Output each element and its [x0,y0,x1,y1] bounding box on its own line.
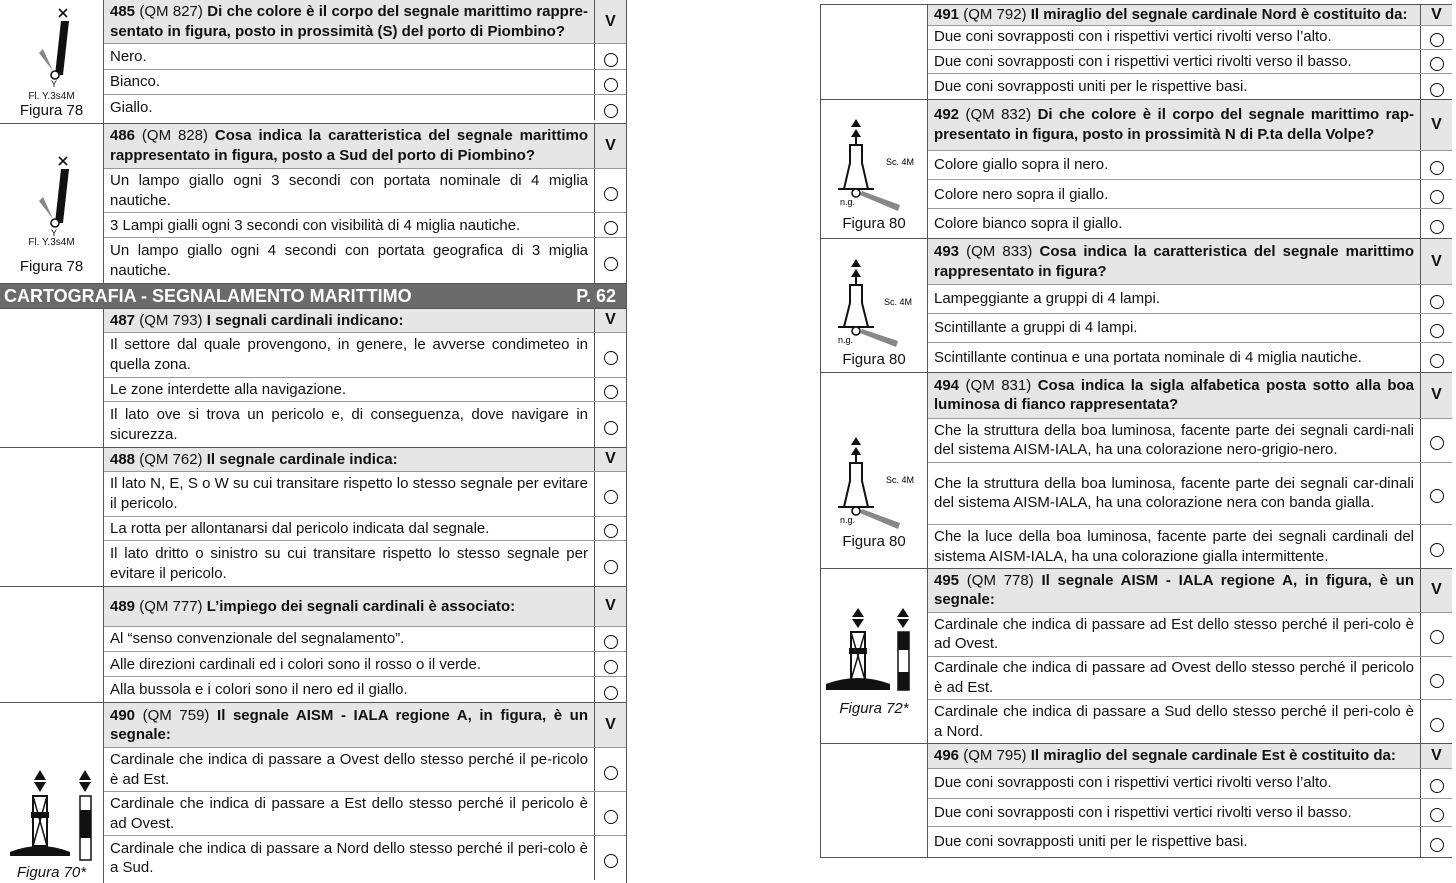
answer-choice-circle[interactable] [594,378,626,402]
answer-choice-circle[interactable] [1420,209,1452,238]
answer-choice-circle[interactable] [594,748,626,791]
question-group-489 [0,587,626,703]
answer-choice-circle[interactable] [1420,74,1452,99]
answer-row [104,748,626,792]
answer-text: Cardinale che indica di passare a Sud dello stesso perché il peri-colo è a Nord. [934,703,1414,740]
answer-row [104,402,626,447]
left-column [0,0,627,883]
question-row [928,100,1452,151]
question-491-text: 491 (QM 792) Il miraglio del segnale cardinale Nord è costituito da: [934,6,1408,24]
answer-row [928,151,1452,181]
answer-text: Cardinale che indica di passare ad Est dello stesso perché il peri-colo è ad Ovest. [934,615,1414,653]
figure-80-sc-label: Sc. 4M [886,157,915,167]
question-495-rows [928,569,1452,743]
answer-choice-circle[interactable] [594,627,626,652]
answer-text: Il lato N, E, S o W su cui transitare rispetto lo stesso segnale per evitare il pericolo. [110,475,588,512]
answer-row [928,285,1452,314]
empty-figure-cell [0,587,104,702]
question-row [104,448,626,472]
question-489-text: 489 (QM 777) L’impiego dei segnali cardinali è associato: [110,597,516,615]
answer-row [104,836,626,880]
question-487-rows [104,309,626,447]
answer-text: Colore bianco sopra il giallo. [934,214,1123,232]
answer-row [928,26,1452,50]
answer-text: Che la struttura della boa luminosa, facente parte dei segnali car-dinali del sistema AISM-IALA, ha una colorazione nera con banda gialla. [934,474,1414,512]
question-row [928,239,1452,285]
answer-choice-circle[interactable] [1420,151,1452,180]
buoy-80-icon [824,255,924,351]
answer-choice-circle[interactable] [1420,26,1452,49]
answer-row [928,343,1452,372]
buoy-80-icon [824,115,924,215]
answer-row [928,769,1452,799]
answer-choice-circle[interactable] [594,541,626,586]
question-group-493 [821,239,1452,373]
answer-row [928,525,1452,568]
answer-text: Due coni sovrapposti con i rispettivi vertici rivolti verso l’alto. [934,774,1332,792]
answer-choice-circle[interactable] [1420,343,1452,372]
figure-78-light-label: Fl. Y.3s4M [28,237,75,248]
answer-row [928,463,1452,526]
question-490-rows [104,703,626,883]
answer-row [928,827,1452,857]
answer-choice-circle[interactable] [594,238,626,283]
answer-choice-circle[interactable] [1420,314,1452,342]
figure-78-cell [0,0,104,123]
question-493-text: 493 (QM 833) Cosa indica la caratteristica del segnale marittimo rappresentato in figura? [934,243,1414,280]
answer-text: Alle direzioni cardinali ed i colori sono il rosso o il verde. [110,655,482,673]
answer-text: Due coni sovrapposti con i rispettivi vertici rivolti verso il basso. [934,52,1352,70]
answer-marker: V [594,309,626,332]
answer-choice-circle[interactable] [594,677,626,702]
question-496-rows [928,744,1452,857]
answer-row [928,657,1452,701]
question-492-text: 492 (QM 832) Di che colore è il corpo del segnale marittimo rap-presentato in figura, posto in prossimità N di P.ta della Volpe? [934,106,1414,143]
question-492-rows [928,100,1452,238]
figure-72-cell [821,569,928,743]
question-495-text: 495 (QM 778) Il segnale AISM - IALA regione A, in figura, è un segnale: [934,571,1414,609]
answer-choice-circle[interactable] [594,836,626,880]
answer-choice-circle[interactable] [1420,419,1452,462]
answer-text: Cardinale che indica di passare ad Ovest dello stesso perché il pericolo è ad Est. [934,659,1414,696]
answer-text: Un lampo giallo ogni 4 secondi con portata geografica di 3 miglia nautiche. [110,242,588,279]
answer-row [104,517,626,542]
question-494-text: 494 (QM 831) Cosa indica la sigla alfabetica posta sotto alla boa luminosa di fianco rappresentata? [934,376,1414,414]
answer-text: Alla bussola e i colori sono il nero ed il giallo. [110,680,408,698]
answer-marker: V [1420,239,1452,284]
answer-marker: V [1420,744,1452,768]
empty-figure-cell [0,448,104,586]
question-row [928,744,1452,769]
question-488-rows [104,448,626,586]
empty-figure-cell [821,5,928,99]
answer-text: Che la struttura della boa luminosa, facente parte dei segnali cardi-nali del sistema AISM-IALA, ha una colorazione nero-grigio-nero. [934,421,1414,459]
buoy-80-icon [824,433,924,533]
answer-row [104,70,626,95]
answer-choice-circle[interactable] [594,95,626,120]
answer-row [104,169,626,214]
figure-80-sc-label: Sc. 4M [884,297,913,307]
answer-marker: V [1420,5,1452,25]
question-493-rows [928,239,1452,372]
figure-80-cell [821,373,928,568]
figure-78-y-label: Y [50,228,57,238]
buoy-78-icon [7,5,97,93]
question-group-486 [0,124,626,284]
answer-text: Scintillante a gruppi di 4 lampi. [934,319,1138,337]
cardinal-west-buoy-icon [2,768,102,864]
right-column [820,4,1452,858]
question-485-rows [104,0,626,123]
question-486-text: 486 (QM 828) Cosa indica la caratteristica del segnale marittimo rappresentato in figura, posto a Sud del porto di Piombino? [110,127,588,164]
figure-80-ng-label: n.g. [840,197,856,207]
answer-marker: V [594,0,626,43]
answer-choice-circle[interactable] [1420,657,1452,700]
answer-choice-circle[interactable] [594,70,626,94]
answer-row [928,209,1452,238]
figure-80-caption: Figura 80 [842,351,906,368]
section-title: CARTOGRAFIA - SEGNALAMENTO MARITTIMO [4,285,412,306]
answer-choice-circle[interactable] [1420,180,1452,208]
question-row [104,703,626,748]
answer-choice-circle[interactable] [594,517,626,541]
answer-row [104,333,626,378]
answer-marker: V [1420,100,1452,150]
figure-80-cell [821,239,928,372]
question-490-text: 490 (QM 759) Il segnale AISM - IALA regione A, in figura, è un segnale: [110,706,589,743]
answer-marker: V [594,448,626,471]
answer-text: Il settore dal quale provengono, in genere, le avverse condimeteo in quella zona. [110,336,588,373]
question-488-text: 488 (QM 762) Il segnale cardinale indica: [110,450,398,468]
question-496-text: 496 (QM 795) Il miraglio del segnale cardinale Est è costituito da: [934,747,1396,765]
question-group-496 [821,744,1452,858]
answer-row [928,180,1452,209]
answer-text: Un lampo giallo ogni 3 secondi con portata nominale di 4 miglia nautiche. [110,172,588,209]
question-486-rows [104,124,626,283]
answer-row [928,50,1452,75]
question-row [104,124,626,169]
answer-text: Due coni sovrapposti con i rispettivi vertici rivolti verso il basso. [934,803,1352,821]
answer-text: Cardinale che indica di passare a Est dello stesso perché il pericolo è ad Ovest. [110,795,588,832]
answer-choice-circle[interactable] [1420,50,1452,74]
answer-text: 3 Lampi gialli ogni 3 secondi con visibilità di 4 miglia nautiche. [110,216,521,234]
answer-row [104,44,626,70]
answer-row [928,799,1452,828]
question-487-text: 487 (QM 793) I segnali cardinali indicano: [110,311,404,329]
answer-choice-circle[interactable] [1420,463,1452,525]
question-group-492 [821,100,1452,239]
answer-text: Due coni sovrapposti uniti per le rispettive basi. [934,833,1248,851]
answer-choice-circle[interactable] [1420,769,1452,798]
question-row [104,587,626,627]
question-group-490 [0,703,626,883]
answer-choice-circle[interactable] [594,333,626,377]
answer-text: Il lato ove si trova un pericolo e, di conseguenza, dove navigare in sicurezza. [110,406,588,443]
question-row [928,373,1452,419]
figure-80-cell [821,100,928,238]
answer-text: Colore giallo sopra il nero. [934,156,1109,174]
question-489-rows [104,587,626,702]
answer-text: Al “senso convenzionale del segnalamento”. [110,630,405,648]
answer-row [104,627,626,653]
answer-choice-circle[interactable] [594,652,626,676]
answer-choice-circle[interactable] [594,213,626,237]
question-494-rows [928,373,1452,568]
answer-row [104,213,626,238]
answer-choice-circle[interactable] [1420,700,1452,743]
answer-marker: V [1420,373,1452,418]
question-group-491 [821,5,1452,100]
answer-row [104,472,626,517]
answer-choice-circle[interactable] [594,472,626,516]
figure-80-caption: Figura 80 [842,533,906,550]
answer-text: Cardinale che indica di passare a Nord dello stesso perché il peri-colo è a Sud. [110,839,588,876]
figure-78-caption: Figura 78 [19,102,84,119]
answer-text: Scintillante continua e una portata nominale di 4 miglia nautiche. [934,348,1362,366]
empty-figure-cell [0,309,104,447]
answer-row [928,419,1452,463]
answer-marker: V [1420,569,1452,612]
answer-row [104,792,626,836]
question-group-487 [0,309,626,448]
cardinal-east-buoy-icon [824,606,924,700]
answer-text: Le zone interdette alla navigazione. [110,380,347,398]
answer-text: La rotta per allontanarsi dal pericolo indicata dal segnale. [110,519,490,537]
figure-80-caption: Figura 80 [842,215,906,232]
answer-marker: V [594,124,626,168]
question-row [104,0,626,44]
page-number: P. 62 [576,285,616,306]
answer-row [928,314,1452,343]
answer-row [104,238,626,283]
answer-row [104,541,626,586]
question-row [928,569,1452,613]
answer-text: Due coni sovrapposti uniti per le rispettive basi. [934,77,1248,95]
answer-choice-circle[interactable] [1420,525,1452,568]
answer-text: Lampeggiante a gruppi di 4 lampi. [934,290,1160,308]
figure-70-caption: Figura 70* [16,864,87,881]
answer-row [928,74,1452,99]
answer-choice-circle[interactable] [594,792,626,835]
buoy-78-icon [7,149,97,241]
answer-choice-circle[interactable] [594,44,626,69]
answer-text: Nero. [110,47,147,65]
answer-text: Bianco. [110,73,161,91]
answer-text: Colore nero sopra il giallo. [934,185,1109,203]
figure-80-ng-label: n.g. [840,515,856,525]
figure-78-caption: Figura 78 [19,258,84,275]
answer-row [104,378,626,403]
answer-choice-circle[interactable] [1420,613,1452,656]
answer-choice-circle[interactable] [1420,799,1452,827]
answer-text: Che la luce della boa luminosa, facente parte dei segnali cardinali del sistema AISM-IALA, ha una colorazione gialla intermittente. [934,528,1414,565]
answer-row [928,613,1452,657]
question-row [928,5,1452,26]
question-group-495 [821,569,1452,744]
figure-80-ng-label: n.g. [838,335,854,345]
section-header [0,284,626,309]
answer-row [104,95,626,120]
question-group-494 [821,373,1452,569]
answer-choice-circle[interactable] [1420,827,1452,857]
answer-choice-circle[interactable] [594,169,626,213]
answer-marker: V [594,587,626,626]
figure-78-light-label: Fl. Y.3s4M [28,91,75,102]
figure-78-y-label: Y [50,79,57,89]
answer-choice-circle[interactable] [1420,285,1452,313]
empty-figure-cell [821,744,928,857]
answer-row [928,700,1452,743]
answer-row [104,677,626,702]
question-491-rows [928,5,1452,99]
answer-text: Due coni sovrapposti con i rispettivi vertici rivolti verso l’alto. [934,28,1332,46]
figure-80-sc-label: Sc. 4M [886,475,915,485]
question-row [104,309,626,333]
answer-marker: V [594,703,626,747]
answer-text: Cardinale che indica di passare a Ovest dello stesso perché il pe-ricolo è ad Est. [110,751,588,788]
figure-72-caption: Figura 72* [839,700,909,717]
figure-78-cell [0,124,104,283]
answer-text: Giallo. [110,98,153,116]
figure-70-cell [0,703,104,883]
answer-row [104,652,626,677]
answer-text: Il lato dritto o sinistro su cui transitare rispetto lo stesso segnale per evitare il pericolo. [110,545,588,582]
question-485-text: 485 (QM 827) Di che colore è il corpo del segnale marittimo rappre-sentato in figura, posto in prossimità (S) del porto di Piombino? [110,3,588,40]
question-group-485 [0,0,626,124]
answer-choice-circle[interactable] [594,402,626,447]
question-group-488 [0,448,626,587]
